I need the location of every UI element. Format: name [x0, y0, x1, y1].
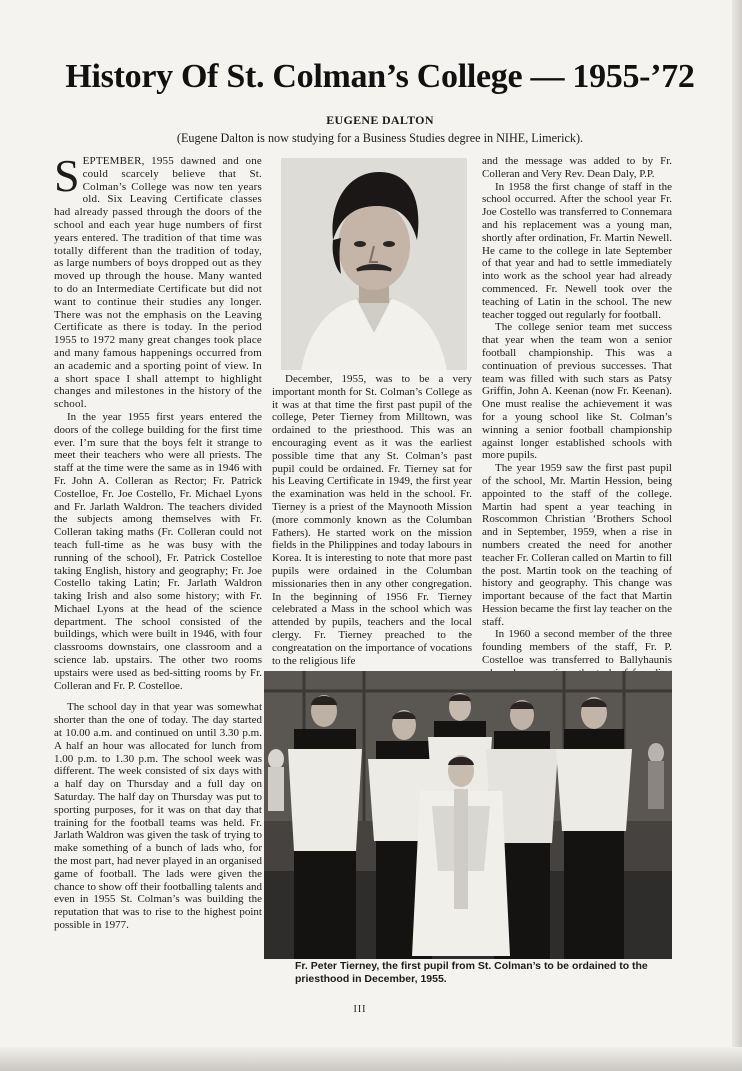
group-photo-illustration — [264, 671, 672, 959]
author-note: (Eugene Dalton is now studying for a Business Studies degree in NIHE, Limerick). — [176, 131, 584, 145]
article-column-2 — [272, 373, 472, 667]
article-column-3 — [482, 155, 672, 705]
paragraph: The year 1959 saw the first past pupil of the school, Mr. Martin Hession, being appointed to the staff of the college. Martin had spent a year teaching in Roscommon Christian ‘Brothers School and in September, 1959, when a rise in numbers created the need for another teacher Fr. Colleran called on Martin to fill the post. Martin took on the teaching of history and geography. This change was important because of the fact that Martin Hession became the first lay teacher on the staff. — [482, 462, 672, 628]
paragraph: December, 1955, was to be a very important month for St. Colman’s College as it was at that time the first past pupil of the college, Peter Tierney from Milltown, was ordained to the priesthood. This was an encouraging event as it was the earliest possible time that any St. Colman’s past pupil could be ordained. Fr. Tierney sat for his Leaving Certificate in 1949, the first year the examination was held in the school. Fr. Tierney is a priest of the Maynooth Mission (more commonly known as the Columban Fathers). He started work on the mission fields in the Philippines and today labours in Korea. It is interesting to note that more past pupils were ordained in the Columban missionaries then in any other congregation. In the beginning of 1956 Fr. Tierney celebrated a Mass in the school which was attended by pupils, teachers and the local clergy. Fr. Tierney preached to the congreatation on the importance of vocations to the religious life — [272, 373, 472, 667]
paragraph: The school day in that year was somewhat shorter than the one of today. The day started at 10.00 a.m. and continued on until 3.30 p.m. A half an hour was allocated for lunch from 1.00 p.m. to 1.30 p.m. The school week was different. The week consisted of six days with a half day on Thursday and a full day on Saturday. The half day on Thursday was put to sporting purposes, for it was on that day that training for the football teams was held. Fr. Jarlath Waldron was given the task of trying to make something of a bunch of lads who, for the most part, had never played in an organised game of football. The lads were given the chance to show off their footballing talents and even in 1955 St. Colman’s was building the reputation that was to rise to the highest point possible in 1977. — [54, 701, 262, 932]
page-edge — [732, 0, 742, 1071]
paragraph — [54, 150, 262, 411]
portrait-illustration — [281, 158, 467, 370]
paragraph: In 1960 a second member of the three founding members of the staff, Fr. P. Costelloe was transferred to Ballyhaunis — [482, 628, 672, 667]
article-title: History Of St. Colman’s College — 1955-’72 — [65, 58, 695, 95]
author-byline: EUGENE DALTON — [326, 113, 434, 127]
paragraph: In 1958 the first change of staff in the school occurred. After the school year Fr. Joe Costello was transferred to Connemara and his replacement was a young man, shortly after ordination, Fr. Martin Newell. He came to the college in late September of that year and had to settle immediately into work as the school year had already commenced. Fr. Newell took over the teaching of Latin in the school. The new teacher togged out regularly for football. — [482, 180, 672, 321]
drop-cap: S — [54, 150, 80, 201]
paragraph: In the year 1955 first years entered the doors of the college building for the first time ever. I’m sure that the boys felt it strange to meet their teachers who were all priests. The staff at the time were the same as in 1946 with Fr. John A. Colleran as Rector; Fr. Patrick Costelloe, Fr. Joe Costello, Fr. Michael Lyons and Fr. Jarlath Waldron. The teachers divided the subjects among themselves with Fr. Colleran taking maths (Fr. Colleran could not teach full-time as he was busy with the running of the school), Fr. Patrick Costelloe taking English, history and geography; Fr. Joe Costello taking Latin; Fr. Jarlath Waldron taking Irish and also some history; with Fr. Michael Lyons at the head of the science department. The school consisted of the buildings, which were built in 1946, with four classrooms downstairs, one classroom and a science lab. upstairs. The other two rooms upstairs were used as bed-sitting rooms by Fr. Colleran and Fr. P. Costelloe. — [54, 410, 262, 692]
paragraph-text: EPTEMBER, 1955 dawned and one could scarcely believe that St. Colman’s College was now ten years old. Six Leaving Certificate classes had already passed through the doors of the school and each year huge numbers of first years entered. The tradition of that time was totally different than the tradition of today, as large numbers of boys dropped out as they moved up through the house. Many wanted to do an Intermediate Certificate but did not want to continue their studies any longer. There was not the emphasis on the Leaving Certificate as there is today. In the period 1955 to 1972 many great changes took place and many famous happenings occurred from an academic and a sporting point of view. In a short space I shall attempt to highlight changes and milestones in the history of the school. — [54, 155, 262, 411]
page-bottom-shadow — [0, 1047, 742, 1071]
portrait-photo — [281, 158, 467, 370]
group-photo — [264, 671, 672, 959]
paragraph: and the message was added to by Fr. Colleran and Very Rev. Dean Daly, P.P. — [482, 155, 672, 180]
page-number: III — [353, 1004, 367, 1015]
paragraph: The college senior team met success that year when the team won a senior football championship. This was a continuation of previous successes. That team was filled with such stars as Patsy Griffin, John A. Keenan (now Fr. Keenan). One must realise the achievement it was for a young school like St. Colman’s winning a senior football championship against longer established schools with more pupils. — [482, 321, 672, 462]
photo-caption: Fr. Peter Tierney, the first pupil from St. Colman’s to be ordained to the priesthood in December, 1955. — [295, 960, 648, 985]
article-column-1 — [54, 150, 262, 932]
